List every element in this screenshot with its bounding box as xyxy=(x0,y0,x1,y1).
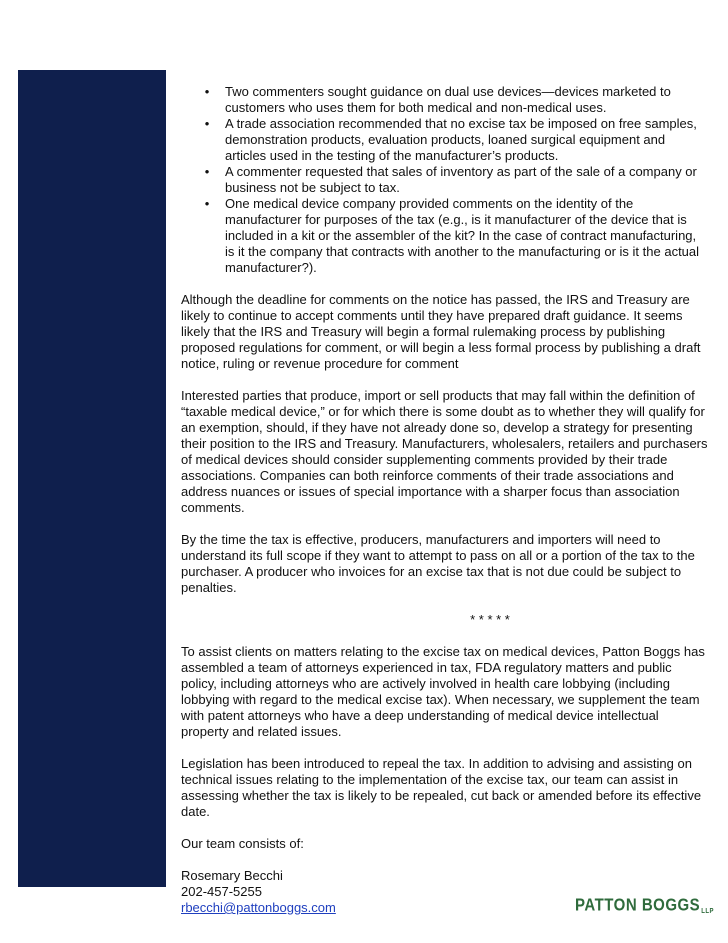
bullet-text: A commenter requested that sales of inventory as part of the sale of a company or business not be subject to tax. xyxy=(225,164,697,195)
side-color-band xyxy=(18,70,166,887)
list-item xyxy=(204,116,709,164)
bullet-icon: • xyxy=(204,84,210,99)
paragraph-tax-effective: By the time the tax is effective, producers, manufacturers and importers will need to understand its full scope if they want to attempt to pass on all or a portion of the tax to the purchaser. A producer who invoices for an excise tax that is not due could be subject to penalties. xyxy=(181,532,695,595)
bullet-text: A trade association recommended that no excise tax be imposed on free samples, demonstration products, evaluation products, loaned surgical equipment and articles used in the testing of the manufacturer’s products. xyxy=(225,116,697,163)
paragraph-interested-parties: Interested parties that produce, import or sell products that may fall within the definition of “taxable medical device,” or for which there is some doubt as to whether they will qualify for an exemption, should, if they have not already done so, develop a strategy for presenting their position to the IRS and Treasury. Manufacturers, wholesalers, retailers and purchasers of medical devices should consider supplementing comments provided by their trade associations. Companies can both reinforce comments of their trade associations and address nuances or issues of special importance with a sharper focus than association comments. xyxy=(181,388,708,515)
comment-bullet-list xyxy=(181,84,709,276)
contact-name: Rosemary Becchi xyxy=(181,868,283,883)
bullet-text: One medical device company provided comments on the identity of the manufacturer for purposes of the tax (e.g., is it manufacturer of the device that is included in a kit or the assembler of the kit? In the case of contract manufacturing, is it the company that contracts with another to the manufacturing or is it the actual manufacturer?). xyxy=(225,196,700,275)
bullet-text: Two commenters sought guidance on dual use devices—devices marketed to customers who uses them for both medical and non-medical uses. xyxy=(225,84,671,115)
paragraph-team-assembled: To assist clients on matters relating to the excise tax on medical devices, Patton Boggs has assembled a team of attorneys experienced in tax, FDA regulatory matters and public policy, including attorneys who are actively involved in health care lobbying (including lobbying with regard to the medical excise tax). When necessary, we supplement the team with patent attorneys who have a deep understanding of medical device intellectual property and related issues. xyxy=(181,644,705,739)
logo-text: PATTON BOGGS xyxy=(575,895,701,916)
paragraph-comment-deadline: Although the deadline for comments on the notice has passed, the IRS and Treasury are likely to continue to accept comments until they have prepared draft guidance. It seems likely that the IRS and Treasury will begin a formal rulemaking process by publishing proposed regulations for comment, or will begin a less formal process by publishing a draft notice, ruling or revenue procedure for comment xyxy=(181,292,701,371)
bullet-icon: • xyxy=(204,164,210,179)
patton-boggs-logo xyxy=(575,896,714,916)
contact-phone: 202-457-5255 xyxy=(181,884,262,899)
paragraph-team-intro: Our team consists of: xyxy=(181,836,304,851)
bullet-icon: • xyxy=(204,196,210,211)
paragraph-legislation: Legislation has been introduced to repeal the tax. In addition to advising and assisting on technical issues relating to the implementation of the excise tax, our team can assist in assessing whether the tax is likely to be repealed, cut back or amended before its effective date. xyxy=(181,756,702,819)
contact-email-link[interactable]: rbecchi@pattonboggs.com xyxy=(181,900,336,915)
list-item xyxy=(204,84,709,116)
bullet-icon: • xyxy=(204,116,210,131)
section-separator: * * * * * xyxy=(470,612,510,627)
logo-suffix: LLP xyxy=(701,908,715,916)
list-item xyxy=(204,196,709,276)
document-body xyxy=(181,84,709,916)
list-item xyxy=(204,164,709,196)
